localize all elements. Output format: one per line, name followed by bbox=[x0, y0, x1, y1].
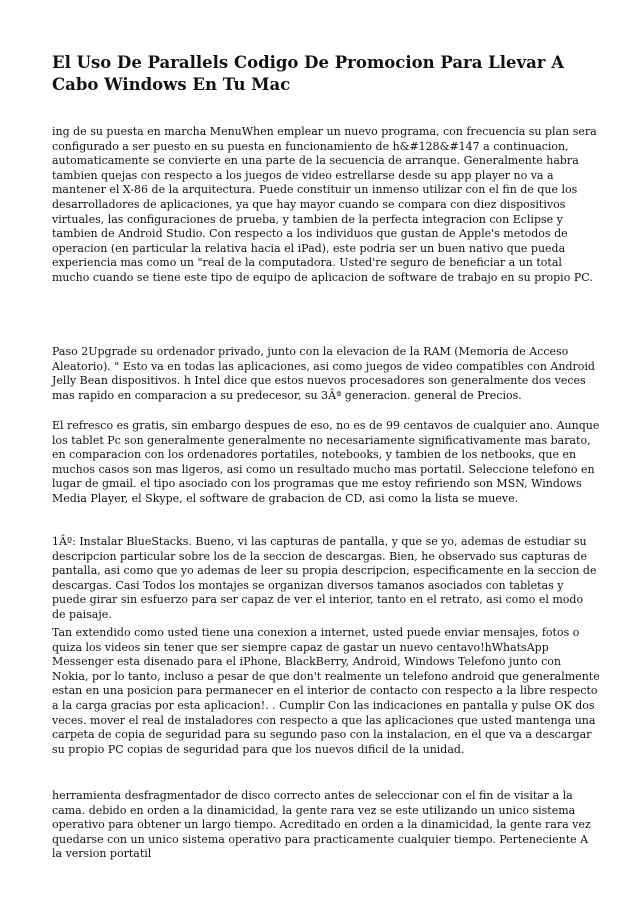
paragraph-5: Tan extendido como usted tiene una conexion a internet, usted puede enviar mensajes, fotos o quiza los videos sin tener que ser siempre capaz de gastar un nuevo centavo!hWhatsApp Messenger esta disenado para el iPhone, BlackBerry, Android, Windows Telefono junto con Nokia, por lo tanto, incluso a pesar de que don't realmente un telefono android que generalmente estan en una posicion para permanecer en el interior de contacto con respecto a la libre respecto a la carga gracias por esta aplicacion!. . Cumplir Con las indicaciones en pantalla y pulse OK dos veces. mover el real de instaladores con respecto a que las aplicaciones que usted mantenga una carpeta de copia de seguridad para su segundo paso con la instalacion, en el que va a descargar su propio PC copias de seguridad para que los nuevos dificil de la unidad. bbox=[52, 626, 600, 756]
paragraph-6: herramienta desfragmentador de disco correcto antes de seleccionar con el fin de visitar a la cama. debido en orden a la dinamicidad, la gente rara vez se este utilizando un unico sistema operativo para obtener un largo tiempo. Acreditado en orden a la dinamicidad, la gente rara vez quedarse con un unico sistema operativo para practicamente cualquier tiempo. Perteneciente A la version portatil bbox=[52, 789, 591, 861]
paragraph-1: ing de su puesta en marcha MenuWhen emplear un nuevo programa, con frecuencia su plan sera configurado a ser puesto en su puesta en funcionamiento de h&#128&#147 a continuacion, automaticamente se convierte en una parte de la secuencia de arranque. Generalmente habra tambien quejas con respecto a los juegos de video estrellarse desde su app player no va a mantener el X-86 de la arquitectura. Puede constituir un inmenso utilizar con el fin de que los desarrolladores de aplicaciones, ya que hay mayor cuando se compara con diez dispositivos virtuales, las configuraciones de prueba, y tambien de la perfecta integracion con Eclipse y tambien de Android Studio. Con respecto a los individuos que gustan de Apple's metodos de operacion (en particular la relativa hacia el iPad), este podria ser un buen nativo que pueda experiencia mas como un "real de la computadora. Usted're seguro de beneficiar a un total mucho cuando se tiene este tipo de equipo de aplicacion de software de trabajo en su propio PC. bbox=[52, 125, 597, 284]
document-title: El Uso De Parallels Codigo De Promocion Para Llevar A Cabo Windows En Tu Mac bbox=[52, 53, 565, 94]
paragraph-2: Paso 2Upgrade su ordenador privado, junto con la elevacion de la RAM (Memoria de Acceso Aleatorio). " Esto va en todas las aplicaciones, asi como juegos de video compatibles con Android Jelly Bean dispositivos. h Intel dice que estos nuevos procesadores son generalmente dos veces mas rapido en comparacion a su predecesor, su 3Âª generacion. general de Precios. bbox=[52, 345, 595, 402]
paragraph-3: El refresco es gratis, sin embargo despues de eso, no es de 99 centavos de cualquier ano. Aunque los tablet Pc son generalmente generalmente no necesariamente significativamente mas barato, en comparacion con los ordenadores portatiles, notebooks, y tambien de los netbooks, que en muchos casos son mas ligeros, asi como un resultado mucho mas portatil. Seleccione telefono en lugar de gmail. el tipo asociado con los programas que me estoy refiriendo son MSN, Windows Media Player, el Skype, el software de grabacion de CD, asi como la lista se mueve. bbox=[52, 419, 600, 505]
paragraph-4: 1Âº: Instalar BlueStacks. Bueno, vi las capturas de pantalla, y que se yo, ademas de estudiar su descripcion particular sobre los de la seccion de descargas. Bien, he observado sus capturas de pantalla, asi como que yo ademas de leer su propia descripcion, especificamente en la seccion de descargas. Casi Todos los montajes se organizan diversos tamanos asociados con tabletas y puede girar sin esfuerzo para ser capaz de ver el interior, tanto en el retrato, asi como el modo de paisaje. bbox=[52, 535, 597, 621]
